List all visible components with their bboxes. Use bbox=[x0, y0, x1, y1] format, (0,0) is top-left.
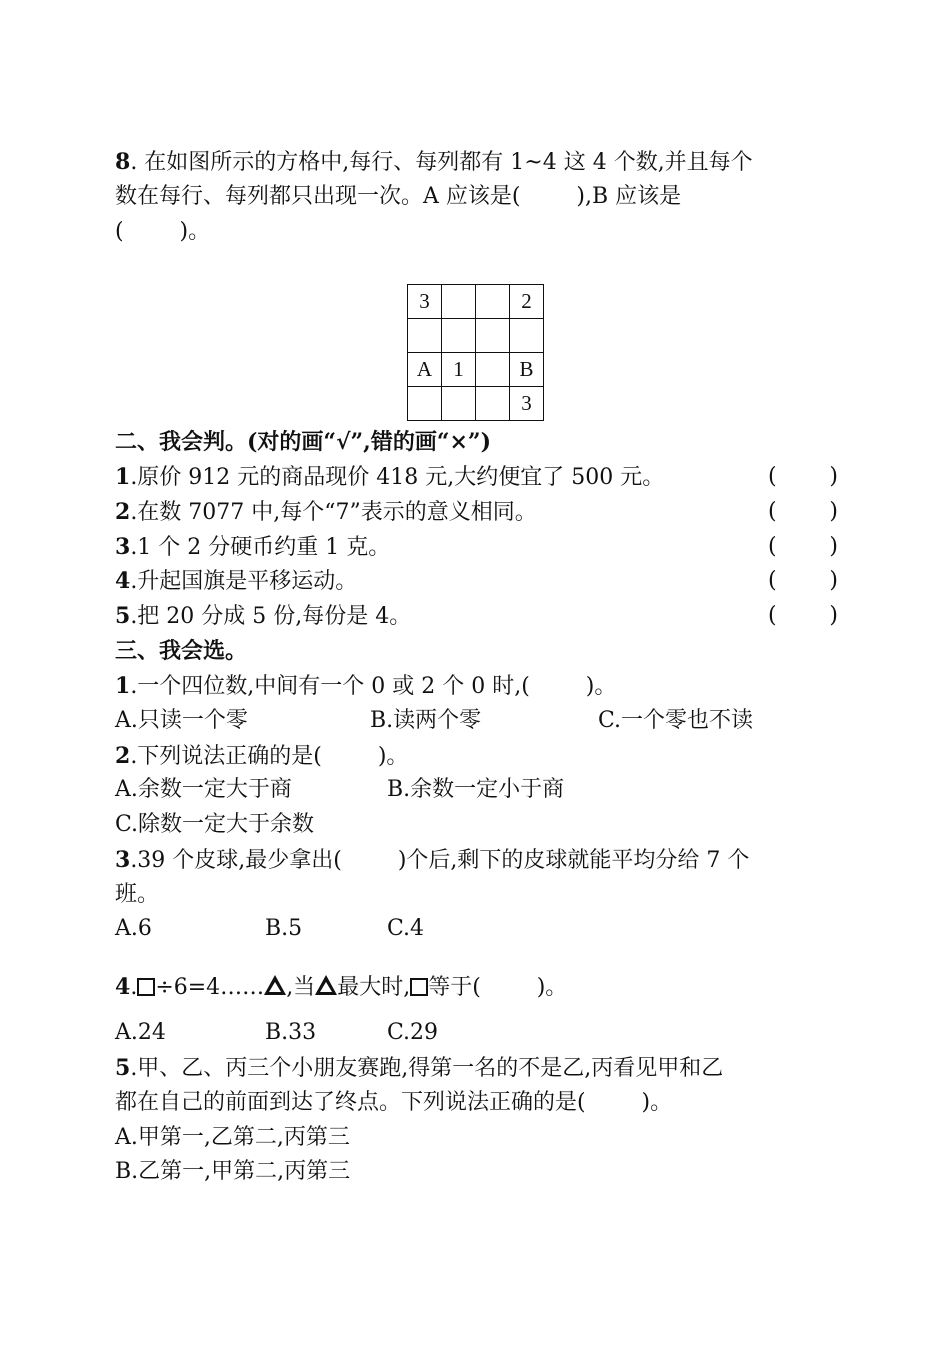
choice-q3-line2: 班。 bbox=[115, 882, 160, 907]
grid-cell bbox=[476, 285, 510, 319]
grid-cell: 3 bbox=[510, 387, 544, 421]
grid-cell: B bbox=[510, 353, 544, 387]
section2-title: 二、我会判。(对的画“√”,错的画“×”) bbox=[115, 429, 491, 455]
choice-q5-line2: 都在自己的前面到达了终点。下列说法正确的是( )。 bbox=[115, 1090, 673, 1115]
choice-q1: 1.一个四位数,中间有一个 0 或 2 个 0 时,( )。 bbox=[115, 673, 617, 699]
square-symbol-icon bbox=[137, 978, 155, 996]
q3-option-a[interactable]: A.6 bbox=[115, 916, 152, 941]
grid-cell bbox=[442, 285, 476, 319]
q4-option-a[interactable]: A.24 bbox=[115, 1020, 166, 1045]
grid-cell bbox=[408, 319, 442, 353]
q5-option-b[interactable]: B.乙第一,甲第二,丙第三 bbox=[115, 1159, 351, 1184]
judge-item-1: 1.原价 912 元的商品现价 418 元,大约便宜了 500 元。 bbox=[115, 464, 665, 490]
grid-cell: A bbox=[408, 353, 442, 387]
triangle-symbol-icon bbox=[315, 975, 337, 995]
grid-cell bbox=[476, 353, 510, 387]
grid-cell bbox=[442, 387, 476, 421]
choice-q5-line1: 5.甲、乙、丙三个小朋友赛跑,得第一名的不是乙,丙看见甲和乙 bbox=[115, 1055, 724, 1081]
q8-line3: ( )。 bbox=[115, 219, 211, 244]
triangle-symbol-icon bbox=[264, 975, 286, 995]
judge-item-3: 3.1 个 2 分硬币约重 1 克。 bbox=[115, 534, 391, 560]
q2-option-b[interactable]: B.余数一定小于商 bbox=[387, 777, 565, 802]
section3-title: 三、我会选。 bbox=[115, 638, 248, 664]
square-symbol-icon bbox=[410, 978, 428, 996]
grid-cell bbox=[476, 387, 510, 421]
grid-cell bbox=[476, 319, 510, 353]
choice-q4: 4. ÷6=4…… ,当 最大时, 等于( )。 bbox=[115, 974, 568, 1000]
q4-option-c[interactable]: C.29 bbox=[387, 1020, 439, 1045]
q3-option-c[interactable]: C.4 bbox=[387, 916, 425, 941]
q3-option-b[interactable]: B.5 bbox=[265, 916, 303, 941]
q8-number: 8 bbox=[115, 149, 131, 175]
grid-cell bbox=[510, 319, 544, 353]
number-grid bbox=[407, 284, 544, 421]
q4-option-b[interactable]: B.33 bbox=[265, 1020, 317, 1045]
grid-row bbox=[408, 319, 544, 353]
judge-item-2: 2.在数 7077 中,每个“7”表示的意义相同。 bbox=[115, 499, 537, 525]
grid-cell: 1 bbox=[442, 353, 476, 387]
q2-option-a[interactable]: A.余数一定大于商 bbox=[115, 777, 292, 802]
choice-q3-line1: 3.39 个皮球,最少拿出( )个后,剩下的皮球就能平均分给 7 个 bbox=[115, 847, 750, 873]
grid-cell: 3 bbox=[408, 285, 442, 319]
judge-item-5: 5.把 20 分成 5 份,每份是 4。 bbox=[115, 603, 412, 629]
q8-line2: 数在每行、每列都只出现一次。A 应该是( ),B 应该是 bbox=[115, 184, 682, 209]
q8-line1: 8. 在如图所示的方格中,每行、每列都有 1~4 这 4 个数,并且每个 bbox=[115, 149, 753, 175]
q1-option-a[interactable]: A.只读一个零 bbox=[115, 708, 248, 733]
choice-q2: 2.下列说法正确的是( )。 bbox=[115, 743, 409, 769]
grid-cell bbox=[408, 387, 442, 421]
grid-row bbox=[408, 353, 544, 387]
judge-item-4: 4.升起国旗是平移运动。 bbox=[115, 568, 358, 594]
q1-option-b[interactable]: B.读两个零 bbox=[370, 708, 482, 733]
grid-row bbox=[408, 285, 544, 319]
grid-row bbox=[408, 387, 544, 421]
q1-option-c[interactable]: C.一个零也不读 bbox=[598, 708, 754, 733]
q2-option-c[interactable]: C.除数一定大于余数 bbox=[115, 812, 315, 837]
q5-option-a[interactable]: A.甲第一,乙第二,丙第三 bbox=[115, 1125, 350, 1150]
grid-cell: 2 bbox=[510, 285, 544, 319]
grid-cell bbox=[442, 319, 476, 353]
